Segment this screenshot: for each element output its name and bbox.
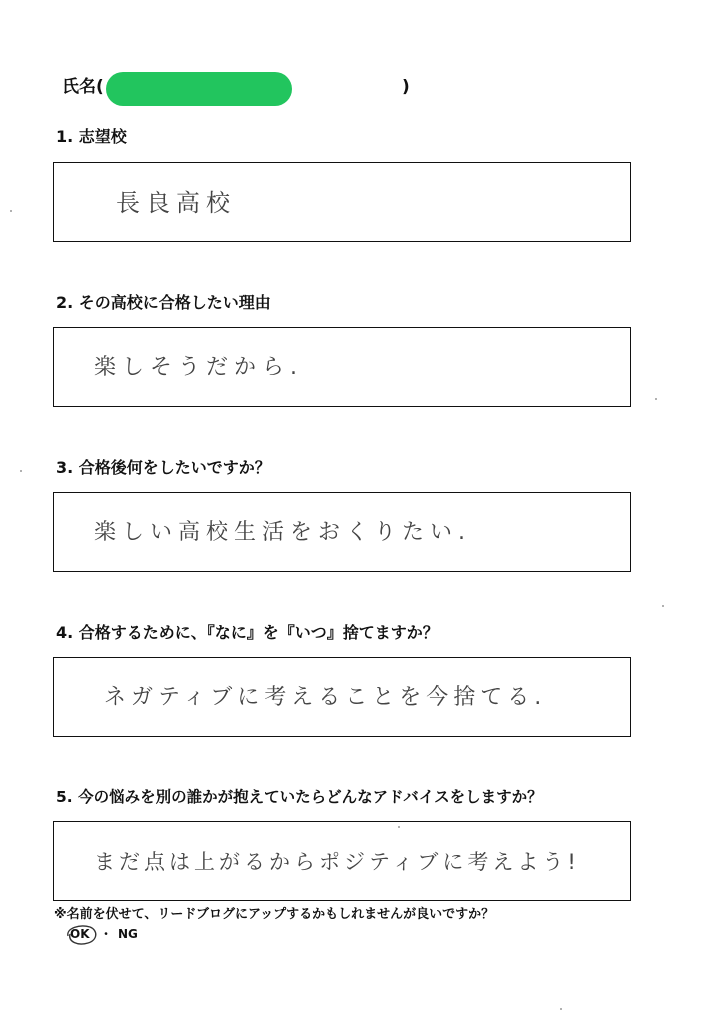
question-3-label: 3. 合格後何をしたいですか？	[56, 458, 271, 477]
name-row	[62, 72, 422, 104]
answer-box-3	[53, 492, 631, 572]
question-2-label: 2. その高校に合格したい理由	[56, 293, 271, 312]
blog-consent-note: ※名前を伏せて、リードブログにアップするかもしれませんが良いですか？	[54, 907, 495, 922]
scan-speck	[20, 470, 22, 472]
answer-5-text: まだ点は上がるからポジティブに考えよう!	[94, 850, 580, 874]
answer-box-1	[53, 162, 631, 242]
scan-speck	[398, 826, 400, 828]
name-close-paren: )	[402, 77, 410, 97]
answer-4-text: ネガティブに考えることを今捨てる.	[104, 685, 547, 710]
consent-ok-option[interactable]: OK	[70, 927, 90, 941]
scan-speck	[10, 210, 12, 212]
name-redaction-mark	[106, 72, 292, 106]
answer-box-4	[53, 657, 631, 737]
consent-choices	[62, 920, 182, 950]
scan-speck	[560, 1008, 562, 1010]
consent-ng-option[interactable]: NG	[118, 927, 138, 941]
consent-separator: ・	[100, 927, 113, 941]
answer-3-text: 楽しい高校生活をおくりたい.	[94, 520, 471, 545]
answer-1-text: 長良高校	[116, 189, 236, 217]
question-5-label: 5. 今の悩みを別の誰かが抱えていたらどんなアドバイスをしますか？	[56, 788, 543, 806]
question-4-label: 4. 合格するために、『なに』を『いつ』捨てますか？	[56, 623, 439, 642]
answer-box-5	[53, 821, 631, 901]
question-1-label: 1. 志望校	[56, 127, 127, 146]
answer-2-text: 楽しそうだから.	[94, 355, 303, 380]
name-label: 氏名(	[62, 77, 104, 97]
answer-box-2	[53, 327, 631, 407]
scan-speck	[662, 605, 664, 607]
scan-speck	[655, 398, 657, 400]
